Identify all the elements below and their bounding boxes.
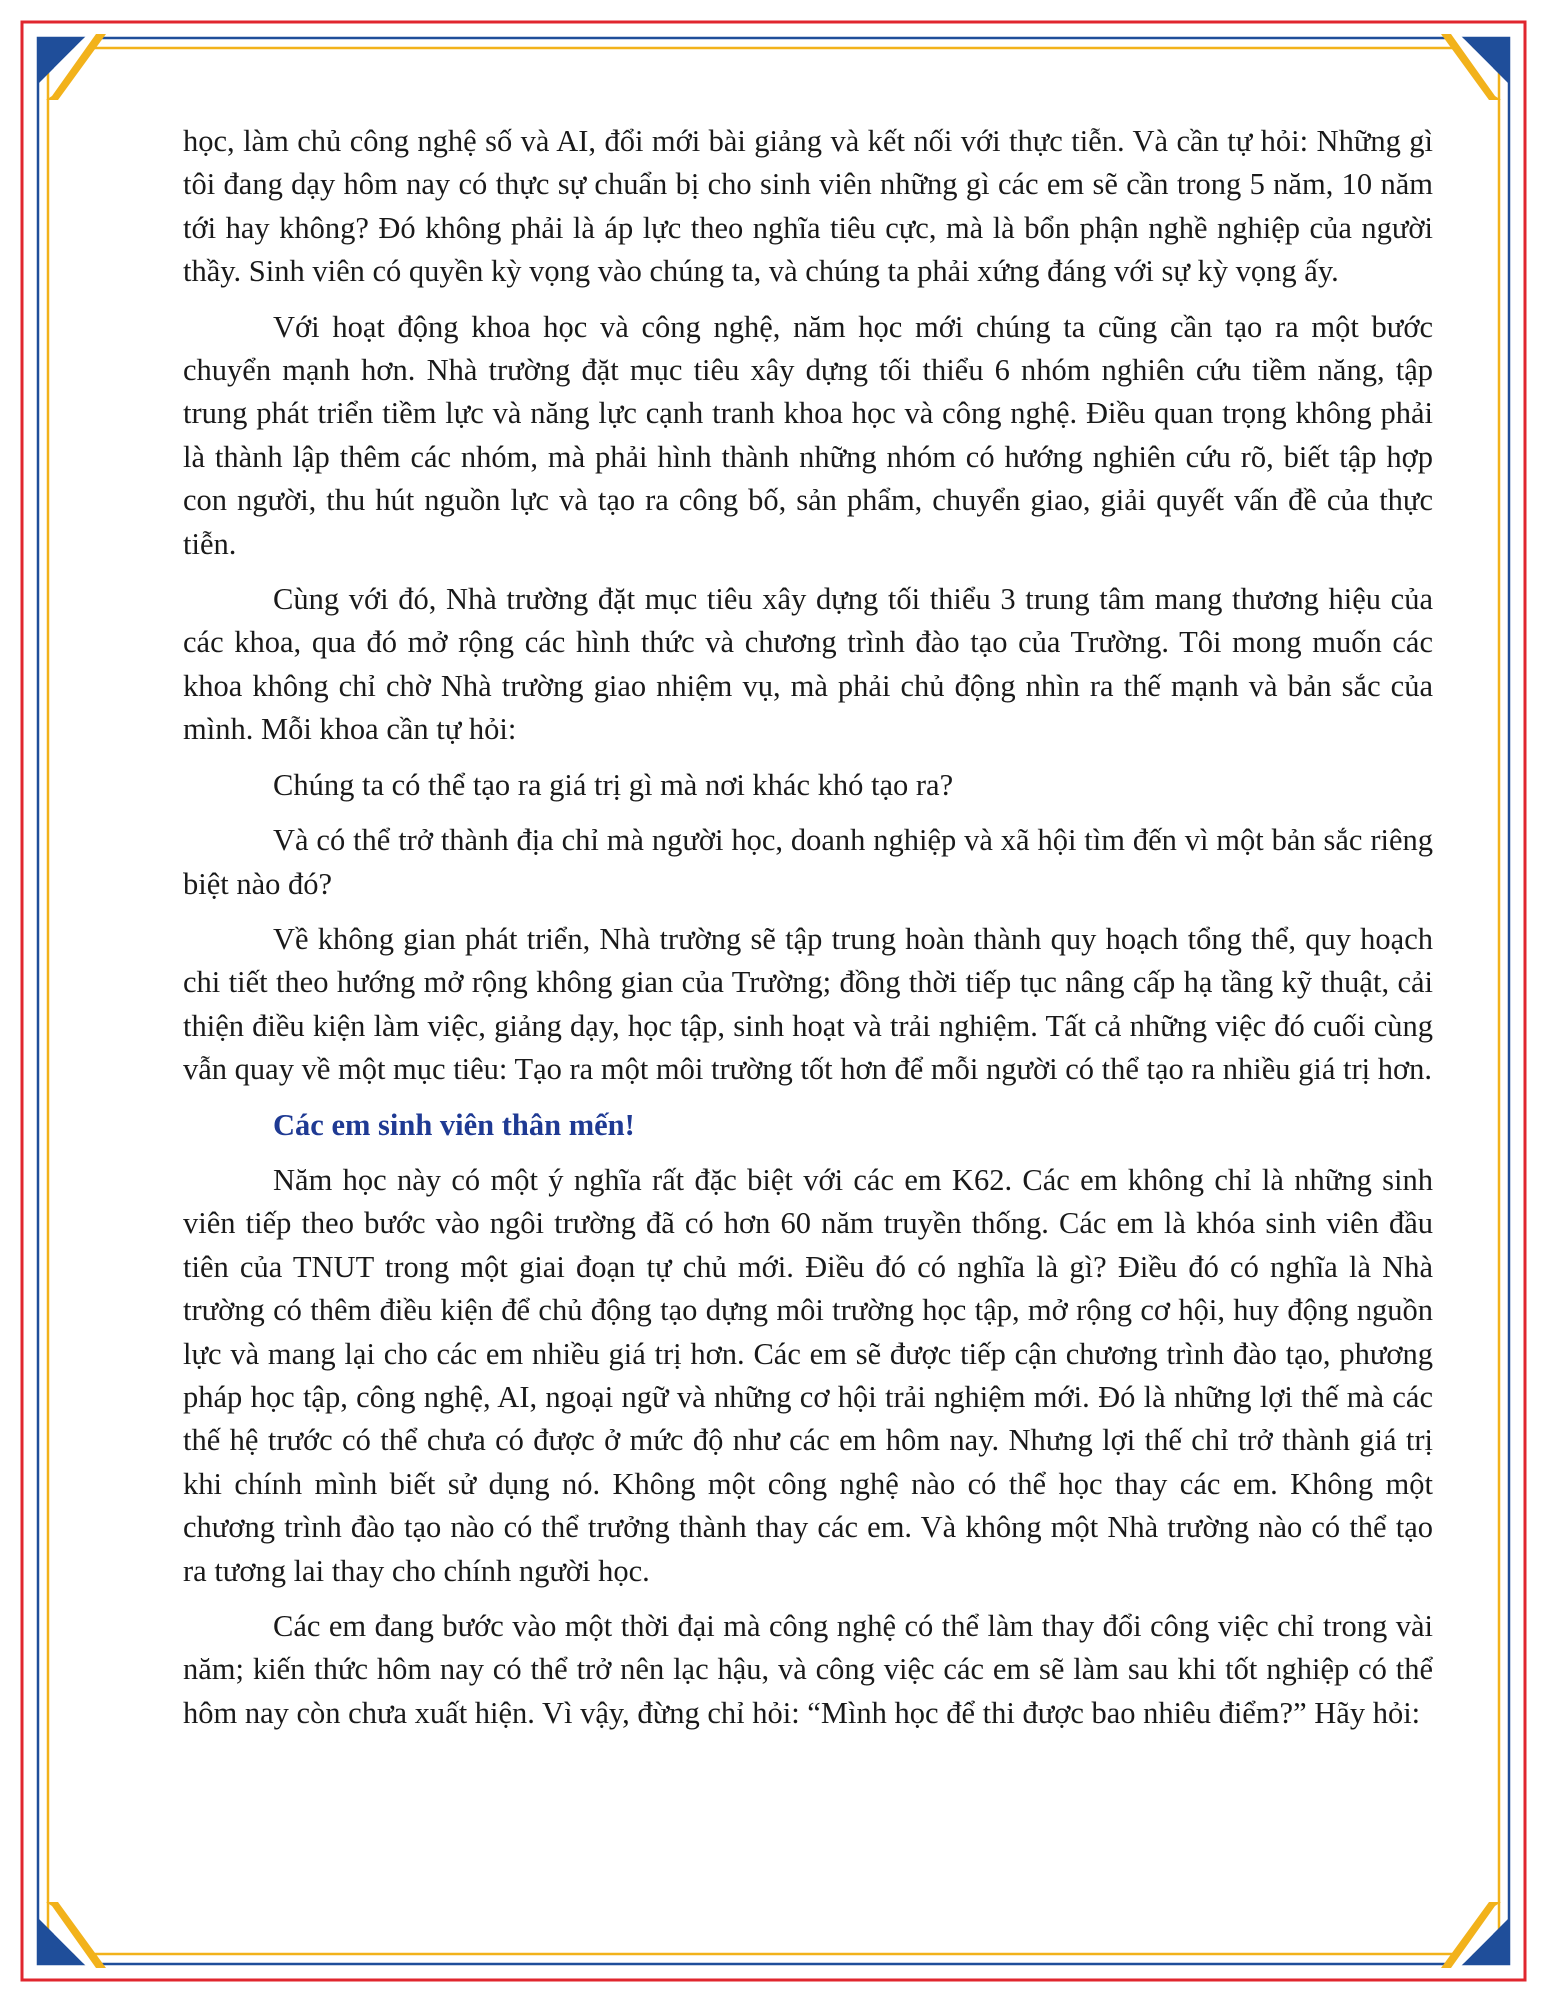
corner-ornament-bottom-left xyxy=(38,1902,106,1968)
paragraph-3: Cùng với đó, Nhà trường đặt mục tiêu xây dựng tối thiểu 3 trung tâm mang thương hiệu của các khoa, qua đó mở rộng các hình thức và chương trình đào tạo của Trường. Tôi mong muốn các khoa không chỉ chờ Nhà trường giao nhiệm vụ, mà phải chủ động nhìn ra thế mạnh và bản sắc của mình. Mỗi khoa cần tự hỏi: xyxy=(183,582,1433,747)
document-body xyxy=(183,120,1433,1747)
paragraph-6: Về không gian phát triển, Nhà trường sẽ tập trung hoàn thành quy hoạch tổng thể, quy hoạch chi tiết theo hướng mở rộng không gian của Trường; đồng thời tiếp tục nâng cấp hạ tầng kỹ thuật, cải thiện điều kiện làm việc, giảng dạy, học tập, sinh hoạt và trải nghiệm. Tất cả những việc đó cuối cùng vẫn quay về một mục tiêu: Tạo ra một môi trường tốt hơn để mỗi người có thể tạo ra nhiều giá trị hơn. xyxy=(183,921,1433,1087)
corner-ornament-bottom-right xyxy=(1441,1902,1509,1968)
section-heading: Các em sinh viên thân mến! xyxy=(273,1107,635,1142)
paragraph-8: Các em đang bước vào một thời đại mà công nghệ có thể làm thay đổi công việc chỉ trong vài năm; kiến thức hôm nay có thể trở nên lạc hậu, và công việc các em sẽ làm sau khi tốt nghiệp có thể hôm nay còn chưa xuất hiện. Vì vậy, đừng chỉ hỏi: “Mình học để thi được bao nhiêu điểm?” Hãy hỏi: xyxy=(183,1609,1433,1730)
corner-ornament-top-left xyxy=(38,34,106,100)
paragraph-2: Với hoạt động khoa học và công nghệ, năm học mới chúng ta cũng cần tạo ra một bước chuyển mạnh hơn. Nhà trường đặt mục tiêu xây dựng tối thiểu 6 nhóm nghiên cứu tiềm năng, tập trung phát triển tiềm lực và năng lực cạnh tranh khoa học và công nghệ. Điều quan trọng không phải là thành lập thêm các nhóm, mà phải hình thành những nhóm có hướng nghiên cứu rõ, biết tập hợp con người, thu hút nguồn lực và tạo ra công bố, sản phẩm, chuyển giao, giải quyết vấn đề của thực tiễn. xyxy=(183,309,1433,561)
paragraph-7: Năm học này có một ý nghĩa rất đặc biệt với các em K62. Các em không chỉ là những sinh viên tiếp theo bước vào ngôi trường đã có hơn 60 năm truyền thống. Các em là khóa sinh viên đầu tiên của TNUT trong một giai đoạn tự chủ mới. Điều đó có nghĩa là gì? Điều đó có nghĩa là Nhà trường có thêm điều kiện để chủ động tạo dựng môi trường học tập, mở rộng cơ hội, huy động nguồn lực và mang lại cho các em nhiều giá trị hơn. Các em sẽ được tiếp cận chương trình đào tạo, phương pháp học tập, công nghệ, AI, ngoại ngữ và những cơ hội trải nghiệm mới. Đó là những lợi thế mà các thế hệ trước có thể chưa có được ở mức độ như các em hôm nay. Nhưng lợi thế chỉ trở thành giá trị khi chính mình biết sử dụng nó. Không một công nghệ nào có thể học thay các em. Không một chương trình đào tạo nào có thể trưởng thành thay các em. Và không một Nhà trường nào có thể tạo ra tương lai thay cho chính người học. xyxy=(183,1162,1433,1588)
corner-ornament-top-right xyxy=(1441,34,1509,100)
paragraph-4: Chúng ta có thể tạo ra giá trị gì mà nơi khác khó tạo ra? xyxy=(273,767,954,802)
paragraph-1: học, làm chủ công nghệ số và AI, đổi mới bài giảng và kết nối với thực tiễn. Và cần tự hỏi: Những gì tôi đang dạy hôm nay có thực sự chuẩn bị cho sinh viên những gì các em sẽ cần trong 5 năm, 10 năm tới hay không? Đó không phải là áp lực theo nghĩa tiêu cực, mà là bổn phận nghề nghiệp của người thầy. Sinh viên có quyền kỳ vọng vào chúng ta, và chúng ta phải xứng đáng với sự kỳ vọng ấy. xyxy=(183,124,1433,289)
paragraph-5: Và có thể trở thành địa chỉ mà người học, doanh nghiệp và xã hội tìm đến vì một bản sắc riêng biệt nào đó? xyxy=(183,823,1433,901)
